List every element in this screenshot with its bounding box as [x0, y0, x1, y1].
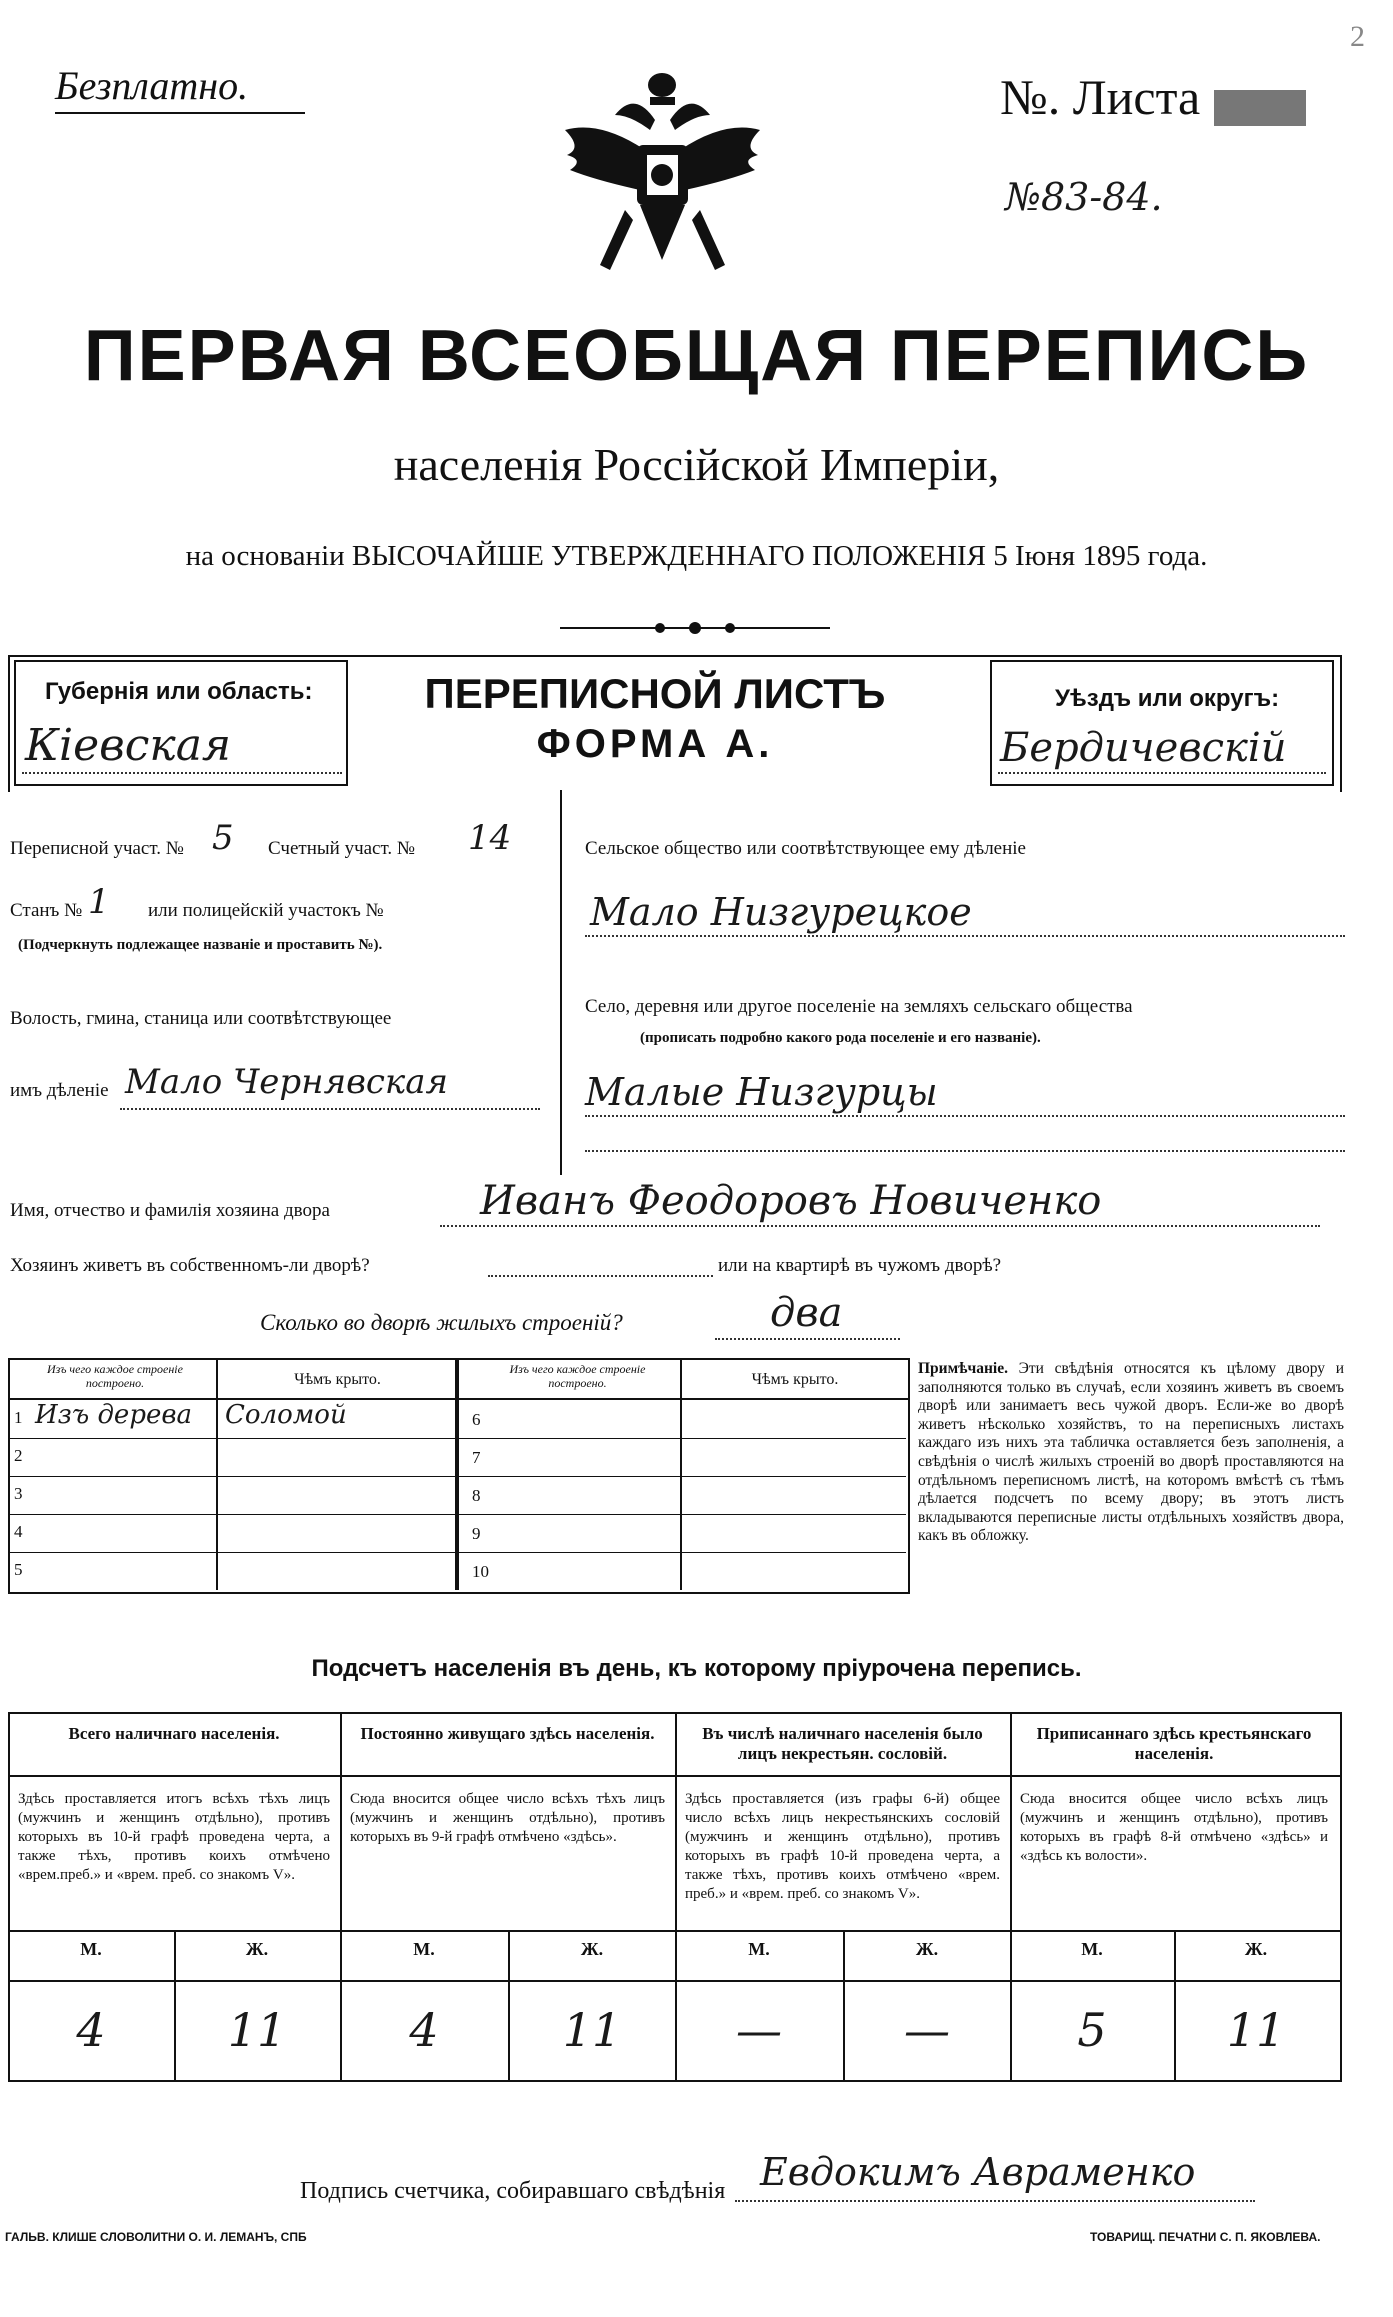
table-head-roof-left: Чѣмъ крыто. — [294, 1371, 381, 1388]
population-row-line — [8, 1980, 1340, 1982]
table-col-divider-right — [680, 1358, 682, 1590]
census-subtitle: населенія Россійской Имперіи, — [393, 439, 1000, 490]
table-cell-roof[interactable]: Соломой — [225, 1400, 347, 1430]
population-female-label: Ж. — [580, 1939, 604, 1959]
population-col-header: Постоянно живущаго здѣсь населенія. — [360, 1724, 655, 1743]
population-col-desc: Здѣсь проставляется (изъ графы 6-й) общее число всѣхъ лицъ некрестьянскихъ сословій (мужчинъ и женщинъ отдѣльно), противъ которыхъ въ графѣ 10-й проведена черта, а также тѣхъ, противъ коихъ отмѣчено «врем. преб.» и «врем. преб. со знакомъ V». — [685, 1791, 1000, 1902]
table-row-line — [458, 1514, 906, 1515]
census-section-value[interactable]: 5 — [212, 818, 234, 858]
signature-value[interactable]: Евдокимъ Авраменко — [760, 2150, 1196, 2194]
volost-line — [120, 1108, 540, 1110]
fields-divider — [560, 790, 562, 1175]
district-value[interactable]: Бердичевскій — [1000, 725, 1287, 771]
buildings-line — [715, 1338, 900, 1340]
population-col-header: Въ числѣ наличнаго населенія было лицъ некрестьян. сословій. — [702, 1724, 983, 1763]
own-yard-line — [488, 1275, 713, 1277]
table-row-line — [8, 1476, 458, 1477]
population-male-label: М. — [748, 1939, 770, 1959]
society-line — [585, 935, 1345, 937]
population-title: Подсчетъ населенія въ день, къ которому пріурочена перепись. — [311, 1655, 1082, 1682]
village-line — [585, 1115, 1345, 1117]
form-subtitle: ФОРМА А. — [536, 722, 774, 766]
table-row-number: 5 — [14, 1560, 23, 1579]
sheet-number-label: №. Листа — [1000, 69, 1201, 125]
population-col-header: Всего наличнаго населенія. — [68, 1724, 280, 1743]
stan-note: (Подчеркнуть подлежащее названіе и проставить №). — [18, 937, 383, 953]
table-row-number: 7 — [472, 1448, 481, 1467]
village-note: (прописать подробно какого рода поселеніе и его названіе). — [640, 1030, 1041, 1046]
table-head-material-right: Изъ чего каждое строеніе построено. — [509, 1362, 646, 1390]
signature-line — [735, 2200, 1255, 2202]
owner-name-line — [440, 1225, 1320, 1227]
table-col-divider-left — [216, 1358, 218, 1590]
table-row-line — [8, 1514, 458, 1515]
stan-rest-label: или полицейскій участокъ № — [148, 900, 384, 921]
table-row-line — [458, 1438, 906, 1439]
society-label: Сельское общество или соотвѣтствующее ему дѣленіе — [585, 838, 1026, 859]
province-line — [22, 772, 342, 774]
table-row-number: 2 — [14, 1446, 23, 1465]
village-label: Село, деревня или другое поселеніе на земляхъ сельскаго общества — [585, 996, 1133, 1017]
province-label: Губернія или область: — [45, 678, 313, 705]
sheet-number-stamp — [1214, 90, 1306, 126]
population-female-label: Ж. — [915, 1939, 939, 1959]
population-col-desc: Сюда вносится общее число всѣхъ лицъ (мужчинъ и женщинъ отдѣльно), противъ которыхъ въ графѣ 8-й отмѣчено «здѣсь» и «здѣсь къ волости». — [1020, 1791, 1328, 1864]
population-row-line — [8, 1775, 1340, 1777]
district-line — [998, 772, 1326, 774]
society-value[interactable]: Мало Низгурецкое — [590, 890, 972, 934]
province-value[interactable]: Кіевская — [25, 720, 232, 771]
population-col-desc: Сюда вносится общее число всѣхъ тѣхъ лицъ (мужчинъ и женщинъ отдѣльно), противъ которыхъ въ 9-й графѣ отмѣчено «здѣсь». — [350, 1791, 665, 1845]
counting-section-value[interactable]: 14 — [468, 818, 512, 858]
table-row-number: 1 — [14, 1408, 23, 1427]
free-label-underline — [55, 112, 305, 114]
buildings-note-title: Примѣчаніе. — [918, 1360, 1008, 1377]
buildings-value[interactable]: два — [770, 1290, 843, 1336]
population-male-value[interactable]: 4 — [409, 2003, 439, 2057]
population-male-label: М. — [80, 1939, 102, 1959]
population-col-header: Приписаннаго здѣсь крестьянскаго населенія. — [1036, 1724, 1312, 1763]
corner-mark: 2 — [1350, 20, 1365, 53]
buildings-note — [918, 1360, 1344, 1546]
village-line-2 — [585, 1150, 1345, 1152]
signature-label: Подпись счетчика, собиравшаго свѣдѣнія — [300, 2178, 726, 2204]
population-male-label: М. — [1081, 1939, 1103, 1959]
table-row-number: 4 — [14, 1522, 23, 1541]
table-row-line — [458, 1552, 906, 1553]
table-row-number: 8 — [472, 1486, 481, 1505]
buildings-label: Сколько во дворѣ жилыхъ строеній? — [260, 1310, 623, 1335]
rented-label: или на квартирѣ въ чужомъ дворѣ? — [718, 1255, 1002, 1276]
own-yard-label: Хозяинъ живетъ въ собственномъ-ли дворѣ? — [10, 1255, 370, 1276]
population-male-value[interactable]: 4 — [76, 2003, 106, 2057]
volost-label-2: имъ дѣленіе — [10, 1080, 109, 1101]
form-title: ПЕРЕПИСНОЙ ЛИСТЪ — [424, 670, 886, 717]
owner-name-label: Имя, отчество и фамилія хозяина двора — [10, 1200, 330, 1221]
population-female-value[interactable]: — — [904, 2003, 950, 2057]
table-row-number: 10 — [472, 1562, 489, 1581]
table-head-material-left: Изъ чего каждое строеніе построено. — [47, 1362, 183, 1390]
buildings-table-split — [455, 1358, 459, 1590]
population-female-value[interactable]: 11 — [1226, 2003, 1286, 2057]
stan-label: Станъ № — [10, 900, 83, 921]
population-male-value[interactable]: — — [736, 2003, 782, 2057]
ornament-divider — [560, 616, 830, 640]
census-section-label: Переписной участ. № — [10, 838, 184, 859]
village-value[interactable]: Малые Низгурцы — [585, 1070, 938, 1114]
stan-value[interactable]: 1 — [88, 882, 110, 922]
census-basis: на основаніи ВЫСОЧАЙШЕ УТВЕРЖДЕННАГО ПОЛОЖЕНІЯ 5 Іюня 1895 года. — [185, 540, 1208, 572]
printer-left: ГАЛЬВ. КЛИШЕ СЛОВОЛИТНИ О. И. ЛЕМАНЪ, СПБ — [5, 2230, 307, 2244]
table-cell-material[interactable]: Изъ дерева — [35, 1400, 192, 1430]
free-label: Безплатно. — [55, 63, 249, 108]
table-row-line — [8, 1552, 458, 1553]
volost-value[interactable]: Мало Чернявская — [125, 1062, 448, 1102]
counting-section-label: Счетный участ. № — [268, 838, 415, 859]
table-row-line — [8, 1438, 458, 1439]
census-main-title: ПЕРВАЯ ВСЕОБЩАЯ ПЕРЕПИСЬ — [83, 316, 1310, 396]
volost-label: Волость, гмина, станица или соотвѣтствующее — [10, 1008, 392, 1029]
population-male-label: М. — [413, 1939, 435, 1959]
buildings-note-text: Эти свѣдѣнія относятся къ цѣлому двору и заполняются только въ случаѣ, если хозяинъ живетъ въ своемъ дворѣ или занимаетъ весь чужой дворъ. Если-же во дворѣ живетъ нѣсколько хозяйствъ, то на переписныхъ листахъ каждаго изъ нихъ эта табличка оставляется безъ заполненія, а свѣдѣнія о числѣ жилыхъ строеній во дворѣ проставляются на отдѣльномъ переписномъ листѣ, на которомъ вмѣстѣ съ тѣмъ дѣлается подсчетъ по всему двору; въ этотъ листъ вкладываются переписные листы отдѣльныхъ хозяйствъ двора, какъ въ обложку. — [918, 1360, 1344, 1545]
population-female-value[interactable]: 11 — [227, 2003, 287, 2057]
owner-name-value[interactable]: Иванъ Феодоровъ Новиченко — [480, 1178, 1102, 1224]
table-head-roof-right: Чѣмъ крыто. — [751, 1371, 839, 1388]
district-label: Уѣздъ или округъ: — [1055, 685, 1280, 712]
population-male-value[interactable]: 5 — [1077, 2003, 1107, 2057]
population-female-label: Ж. — [245, 1939, 269, 1959]
table-row-number: 3 — [14, 1484, 23, 1503]
table-row-line — [458, 1476, 906, 1477]
sheet-number-value: №83-84. — [1005, 175, 1163, 219]
table-row-number: 9 — [472, 1524, 481, 1543]
population-female-value[interactable]: 11 — [562, 2003, 622, 2057]
population-female-label: Ж. — [1244, 1939, 1268, 1959]
imperial-eagle-emblem — [555, 60, 770, 285]
printer-right: ТОВАРИЩ. ПЕЧАТНИ С. П. ЯКОВЛЕВА. — [1090, 2230, 1321, 2244]
table-row-number: 6 — [472, 1410, 481, 1429]
population-row-line — [8, 1930, 1340, 1932]
population-col-desc: Здѣсь проставляется итогъ всѣхъ тѣхъ лицъ (мужчинъ и женщинъ отдѣльно), противъ которыхъ въ 10-й графѣ проведена черта, а также тѣхъ, противъ коихъ отмѣчено «врем.преб.» и «врем. преб. со знакомъ V». — [18, 1791, 330, 1883]
